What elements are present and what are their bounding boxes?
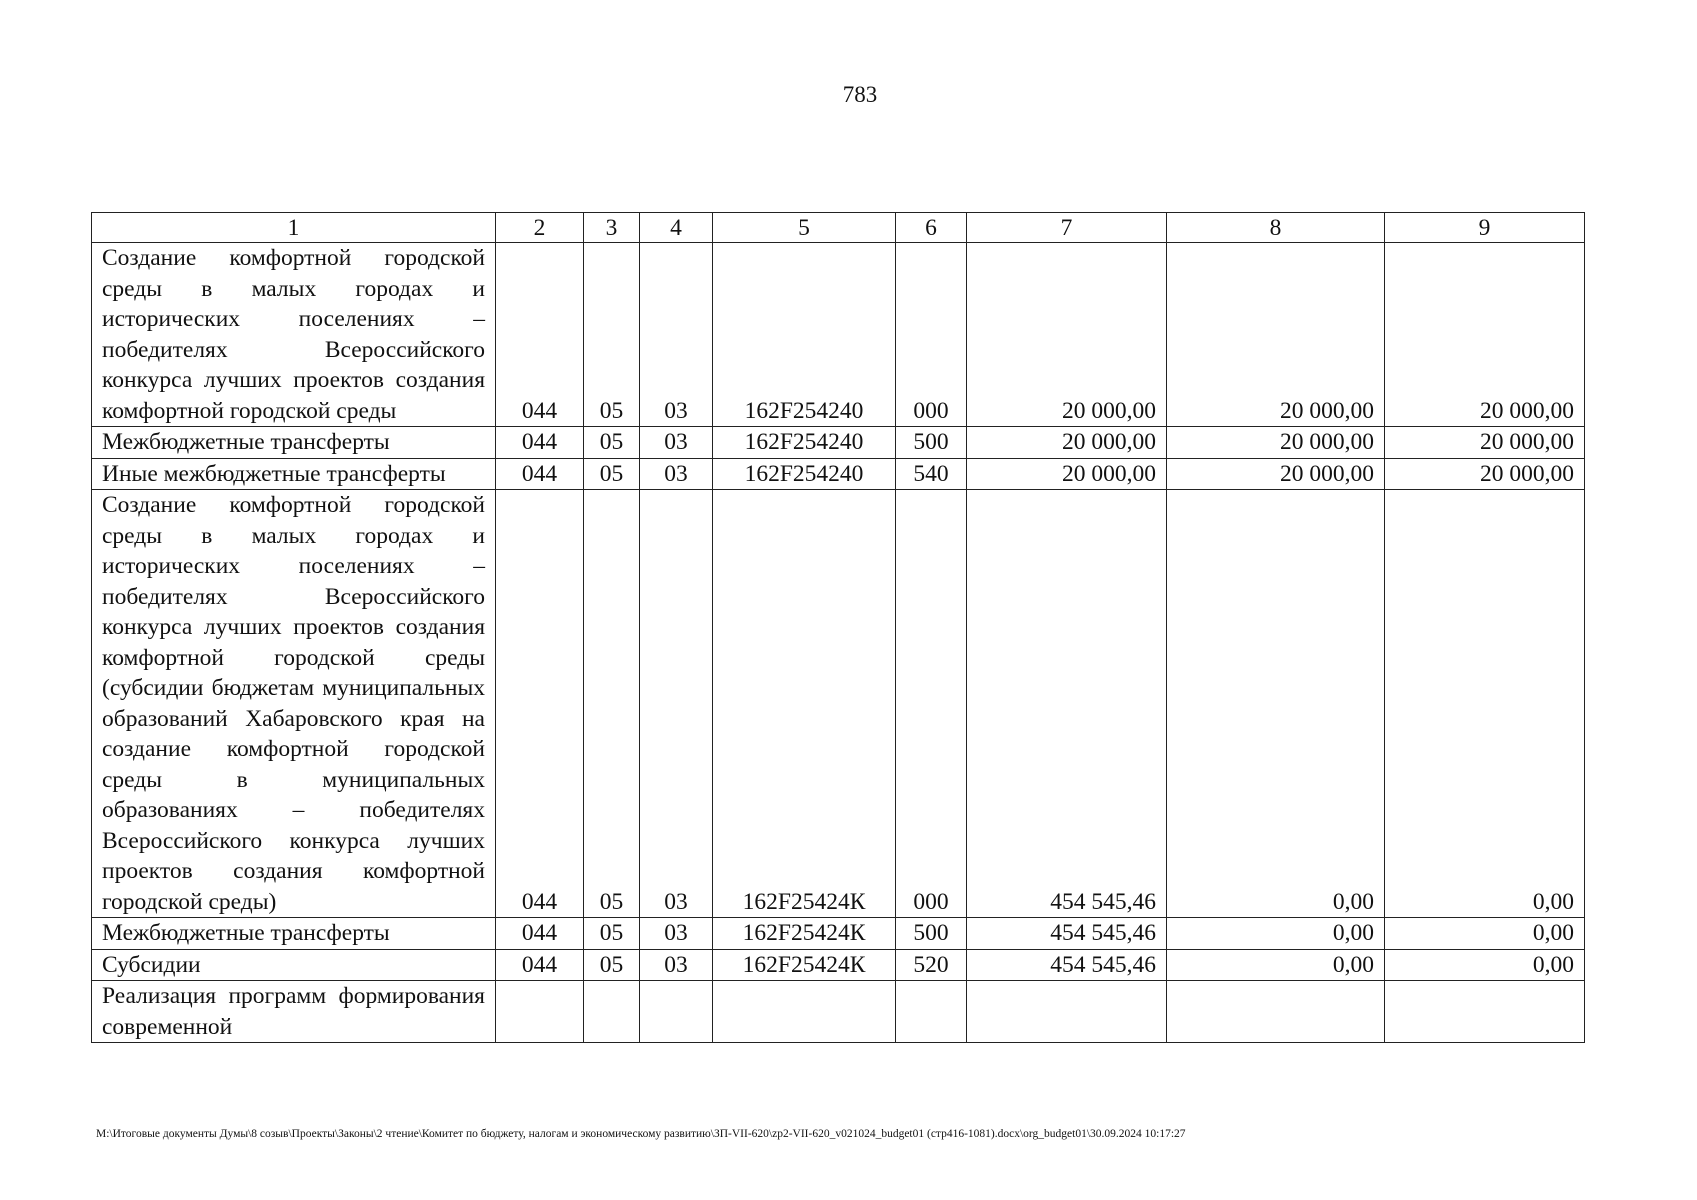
file-path-footer: M:\Итоговые документы Думы\8 созыв\Проекты\Законы\2 чтение\Комитет по бюджету, налогам и экономическому развитию\ЗП-VII-620\zp2-VII-620_v021024_budget01 (стр416-1081).docx\org_budget01\30.09.2024 10:17:27 — [96, 1128, 1186, 1140]
code-cell — [584, 981, 640, 1043]
amount-cell: 0,00 — [1385, 490, 1585, 918]
code-cell: 540 — [896, 458, 967, 490]
code-cell: 03 — [640, 427, 713, 459]
code-cell: 500 — [896, 918, 967, 950]
amount-cell — [1385, 981, 1585, 1043]
code-cell: 03 — [640, 949, 713, 981]
amount-cell: 20 000,00 — [967, 458, 1167, 490]
code-cell: 162F25424К — [713, 949, 896, 981]
code-cell: 05 — [584, 918, 640, 950]
code-cell: 03 — [640, 243, 713, 427]
column-header: 1 — [92, 213, 496, 243]
amount-cell: 20 000,00 — [1385, 243, 1585, 427]
table-row — [92, 949, 1585, 981]
code-cell: 162F25424К — [713, 918, 896, 950]
column-header: 8 — [1167, 213, 1385, 243]
code-cell: 500 — [896, 427, 967, 459]
row-name-cell: Субсидии — [92, 949, 496, 981]
row-name-cell: Создание комфортной городской среды в малых городах и исторических поселениях – победителях Всероссийского конкурса лучших проектов создания комфортной городской среды (субсидии бюджетам муниципальных образований Хабаровского края на создание комфортной городской среды в муниципальных образованиях – победителях Всероссийского конкурса лучших проектов создания комфортной городской среды) — [92, 490, 496, 918]
column-header: 7 — [967, 213, 1167, 243]
column-header: 6 — [896, 213, 967, 243]
amount-cell: 20 000,00 — [1385, 427, 1585, 459]
column-header: 2 — [496, 213, 584, 243]
header-row — [92, 213, 1585, 243]
amount-cell: 0,00 — [1385, 918, 1585, 950]
code-cell: 044 — [496, 490, 584, 918]
code-cell: 520 — [896, 949, 967, 981]
row-name-cell: Межбюджетные трансферты — [92, 427, 496, 459]
column-header: 9 — [1385, 213, 1585, 243]
amount-cell: 20 000,00 — [1385, 458, 1585, 490]
amount-cell: 20 000,00 — [967, 427, 1167, 459]
code-cell: 03 — [640, 490, 713, 918]
code-cell — [496, 981, 584, 1043]
table-row — [92, 427, 1585, 459]
amount-cell: 0,00 — [1167, 918, 1385, 950]
code-cell: 000 — [896, 243, 967, 427]
column-header: 5 — [713, 213, 896, 243]
row-name-cell: Создание комфортной городской среды в малых городах и исторических поселениях – победителях Всероссийского конкурса лучших проектов создания комфортной городской среды — [92, 243, 496, 427]
code-cell: 162F254240 — [713, 427, 896, 459]
code-cell: 05 — [584, 458, 640, 490]
amount-cell: 454 545,46 — [967, 949, 1167, 981]
code-cell: 044 — [496, 918, 584, 950]
code-cell: 000 — [896, 490, 967, 918]
page-number: 783 — [842, 82, 878, 107]
row-name-cell: Реализация программ формирования современной — [92, 981, 496, 1043]
column-header: 4 — [640, 213, 713, 243]
amount-cell: 454 545,46 — [967, 490, 1167, 918]
code-cell: 162F25424К — [713, 490, 896, 918]
amount-cell: 20 000,00 — [1167, 458, 1385, 490]
code-cell: 044 — [496, 427, 584, 459]
code-cell: 05 — [584, 949, 640, 981]
code-cell — [713, 981, 896, 1043]
code-cell: 03 — [640, 918, 713, 950]
column-header: 3 — [584, 213, 640, 243]
amount-cell: 20 000,00 — [1167, 427, 1385, 459]
code-cell — [896, 981, 967, 1043]
amount-cell: 0,00 — [1167, 949, 1385, 981]
code-cell: 05 — [584, 427, 640, 459]
row-name-cell: Межбюджетные трансферты — [92, 918, 496, 950]
amount-cell: 20 000,00 — [967, 243, 1167, 427]
budget-table — [91, 212, 1585, 1043]
amount-cell: 0,00 — [1385, 949, 1585, 981]
table-row — [92, 458, 1585, 490]
amount-cell: 454 545,46 — [967, 918, 1167, 950]
amount-cell: 0,00 — [1167, 490, 1385, 918]
code-cell — [640, 981, 713, 1043]
amount-cell: 20 000,00 — [1167, 243, 1385, 427]
amount-cell — [967, 981, 1167, 1043]
code-cell: 05 — [584, 490, 640, 918]
table-row — [92, 490, 1585, 918]
amount-cell — [1167, 981, 1385, 1043]
table-row — [92, 243, 1585, 427]
code-cell: 03 — [640, 458, 713, 490]
row-name-cell: Иные межбюджетные трансферты — [92, 458, 496, 490]
code-cell: 044 — [496, 949, 584, 981]
code-cell: 05 — [584, 243, 640, 427]
code-cell: 162F254240 — [713, 243, 896, 427]
code-cell: 162F254240 — [713, 458, 896, 490]
code-cell: 044 — [496, 243, 584, 427]
table-row — [92, 918, 1585, 950]
table-row — [92, 981, 1585, 1043]
code-cell: 044 — [496, 458, 584, 490]
